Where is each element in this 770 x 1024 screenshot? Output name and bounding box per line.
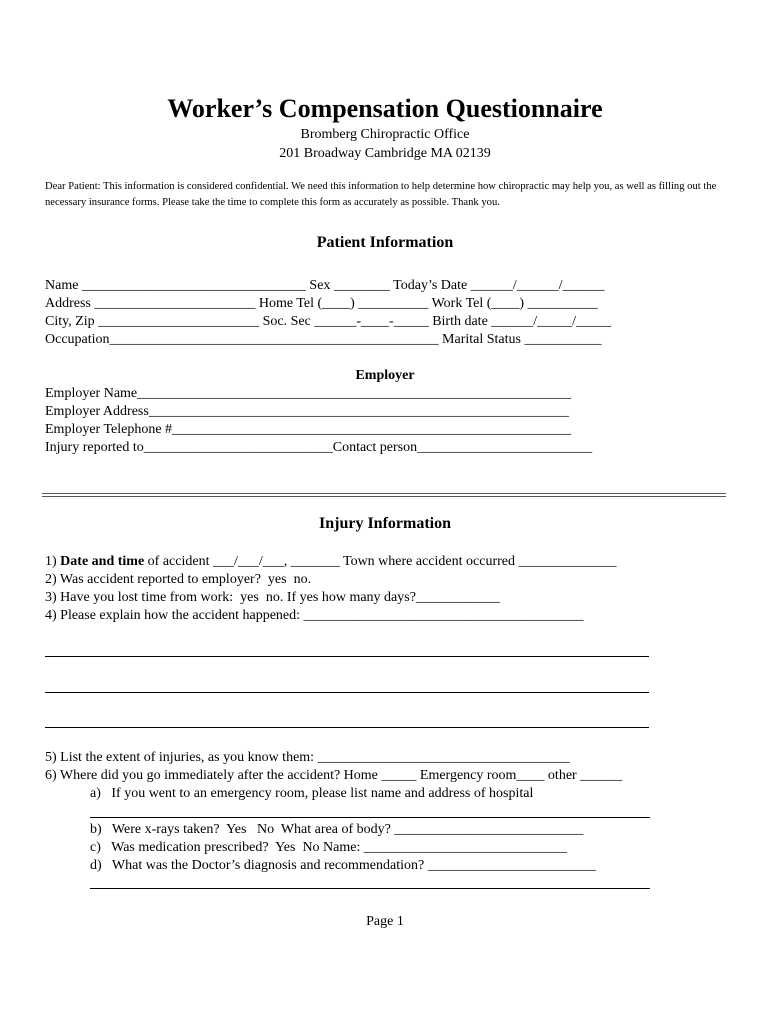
employer-heading: Employer	[355, 368, 415, 383]
q1-bold-label: Date and time	[60, 554, 145, 569]
section-divider	[42, 493, 726, 497]
employer-line-address[interactable]: Employer Address____________________________________________________________	[45, 404, 569, 419]
employer-line-name[interactable]: Employer Name______________________________________________________________	[45, 386, 572, 401]
injury-q6b[interactable]: b) Were x-rays taken? Yes No What area of body? ___________________________	[90, 822, 584, 837]
intro-paragraph: Dear Patient: This information is considered confidential. We need this information to help determine how chiropractic may help you, as well as filling out the necessary insurance forms. Please take the time to complete this form as accurately as possible. Thank you.	[45, 181, 717, 208]
office-address: 201 Broadway Cambridge MA 02139	[279, 146, 491, 161]
employer-line-injury-reported[interactable]: Injury reported to___________________________Contact person_________________________	[45, 440, 593, 455]
patient-line-address[interactable]: Address _______________________ Home Tel (____) __________ Work Tel (____) __________	[45, 296, 598, 311]
injury-q6[interactable]: 6) Where did you go immediately after the accident? Home _____ Emergency room____ other ______	[45, 768, 623, 783]
injury-q6d[interactable]: d) What was the Doctor’s diagnosis and recommendation? ________________________	[90, 858, 596, 873]
answer-line-2[interactable]	[45, 692, 649, 693]
q1-prefix: 1)	[45, 554, 61, 569]
employer-line-telephone[interactable]: Employer Telephone #_________________________________________________________	[45, 422, 572, 437]
injury-q5[interactable]: 5) List the extent of injuries, as you know them: ____________________________________	[45, 750, 570, 765]
q1-rest: of accident ___/___/___, _______ Town where accident occurred ______________	[144, 554, 617, 569]
patient-info-heading: Patient Information	[316, 234, 454, 251]
injury-q3[interactable]: 3) Have you lost time from work: yes no. If yes how many days?____________	[45, 590, 500, 605]
answer-line-3[interactable]	[45, 727, 649, 728]
diagnosis-answer-line[interactable]	[90, 888, 650, 889]
injury-q1[interactable]	[45, 553, 616, 571]
injury-info-heading: Injury Information	[318, 515, 451, 532]
injury-q6a: a) If you went to an emergency room, please list name and address of hospital	[90, 786, 534, 801]
patient-line-occupation[interactable]: Occupation_______________________________________________ Marital Status ___________	[45, 332, 602, 347]
page-number: Page 1	[366, 914, 404, 929]
form-title: Worker’s Compensation Questionnaire	[167, 94, 603, 123]
office-name: Bromberg Chiropractic Office	[300, 127, 470, 142]
answer-line-1[interactable]	[45, 656, 649, 657]
patient-line-name[interactable]: Name ________________________________ Sex ________ Today’s Date ______/______/______	[45, 278, 605, 293]
injury-q4[interactable]: 4) Please explain how the accident happened: ________________________________________	[45, 608, 584, 623]
injury-q6c[interactable]: c) Was medication prescribed? Yes No Name: _____________________________	[90, 840, 567, 855]
injury-q2[interactable]: 2) Was accident reported to employer? yes no.	[45, 572, 312, 587]
patient-line-city[interactable]: City, Zip _______________________ Soc. Sec ______-____-_____ Birth date ______/_____/_____	[45, 314, 612, 329]
hospital-answer-line[interactable]	[90, 817, 650, 818]
